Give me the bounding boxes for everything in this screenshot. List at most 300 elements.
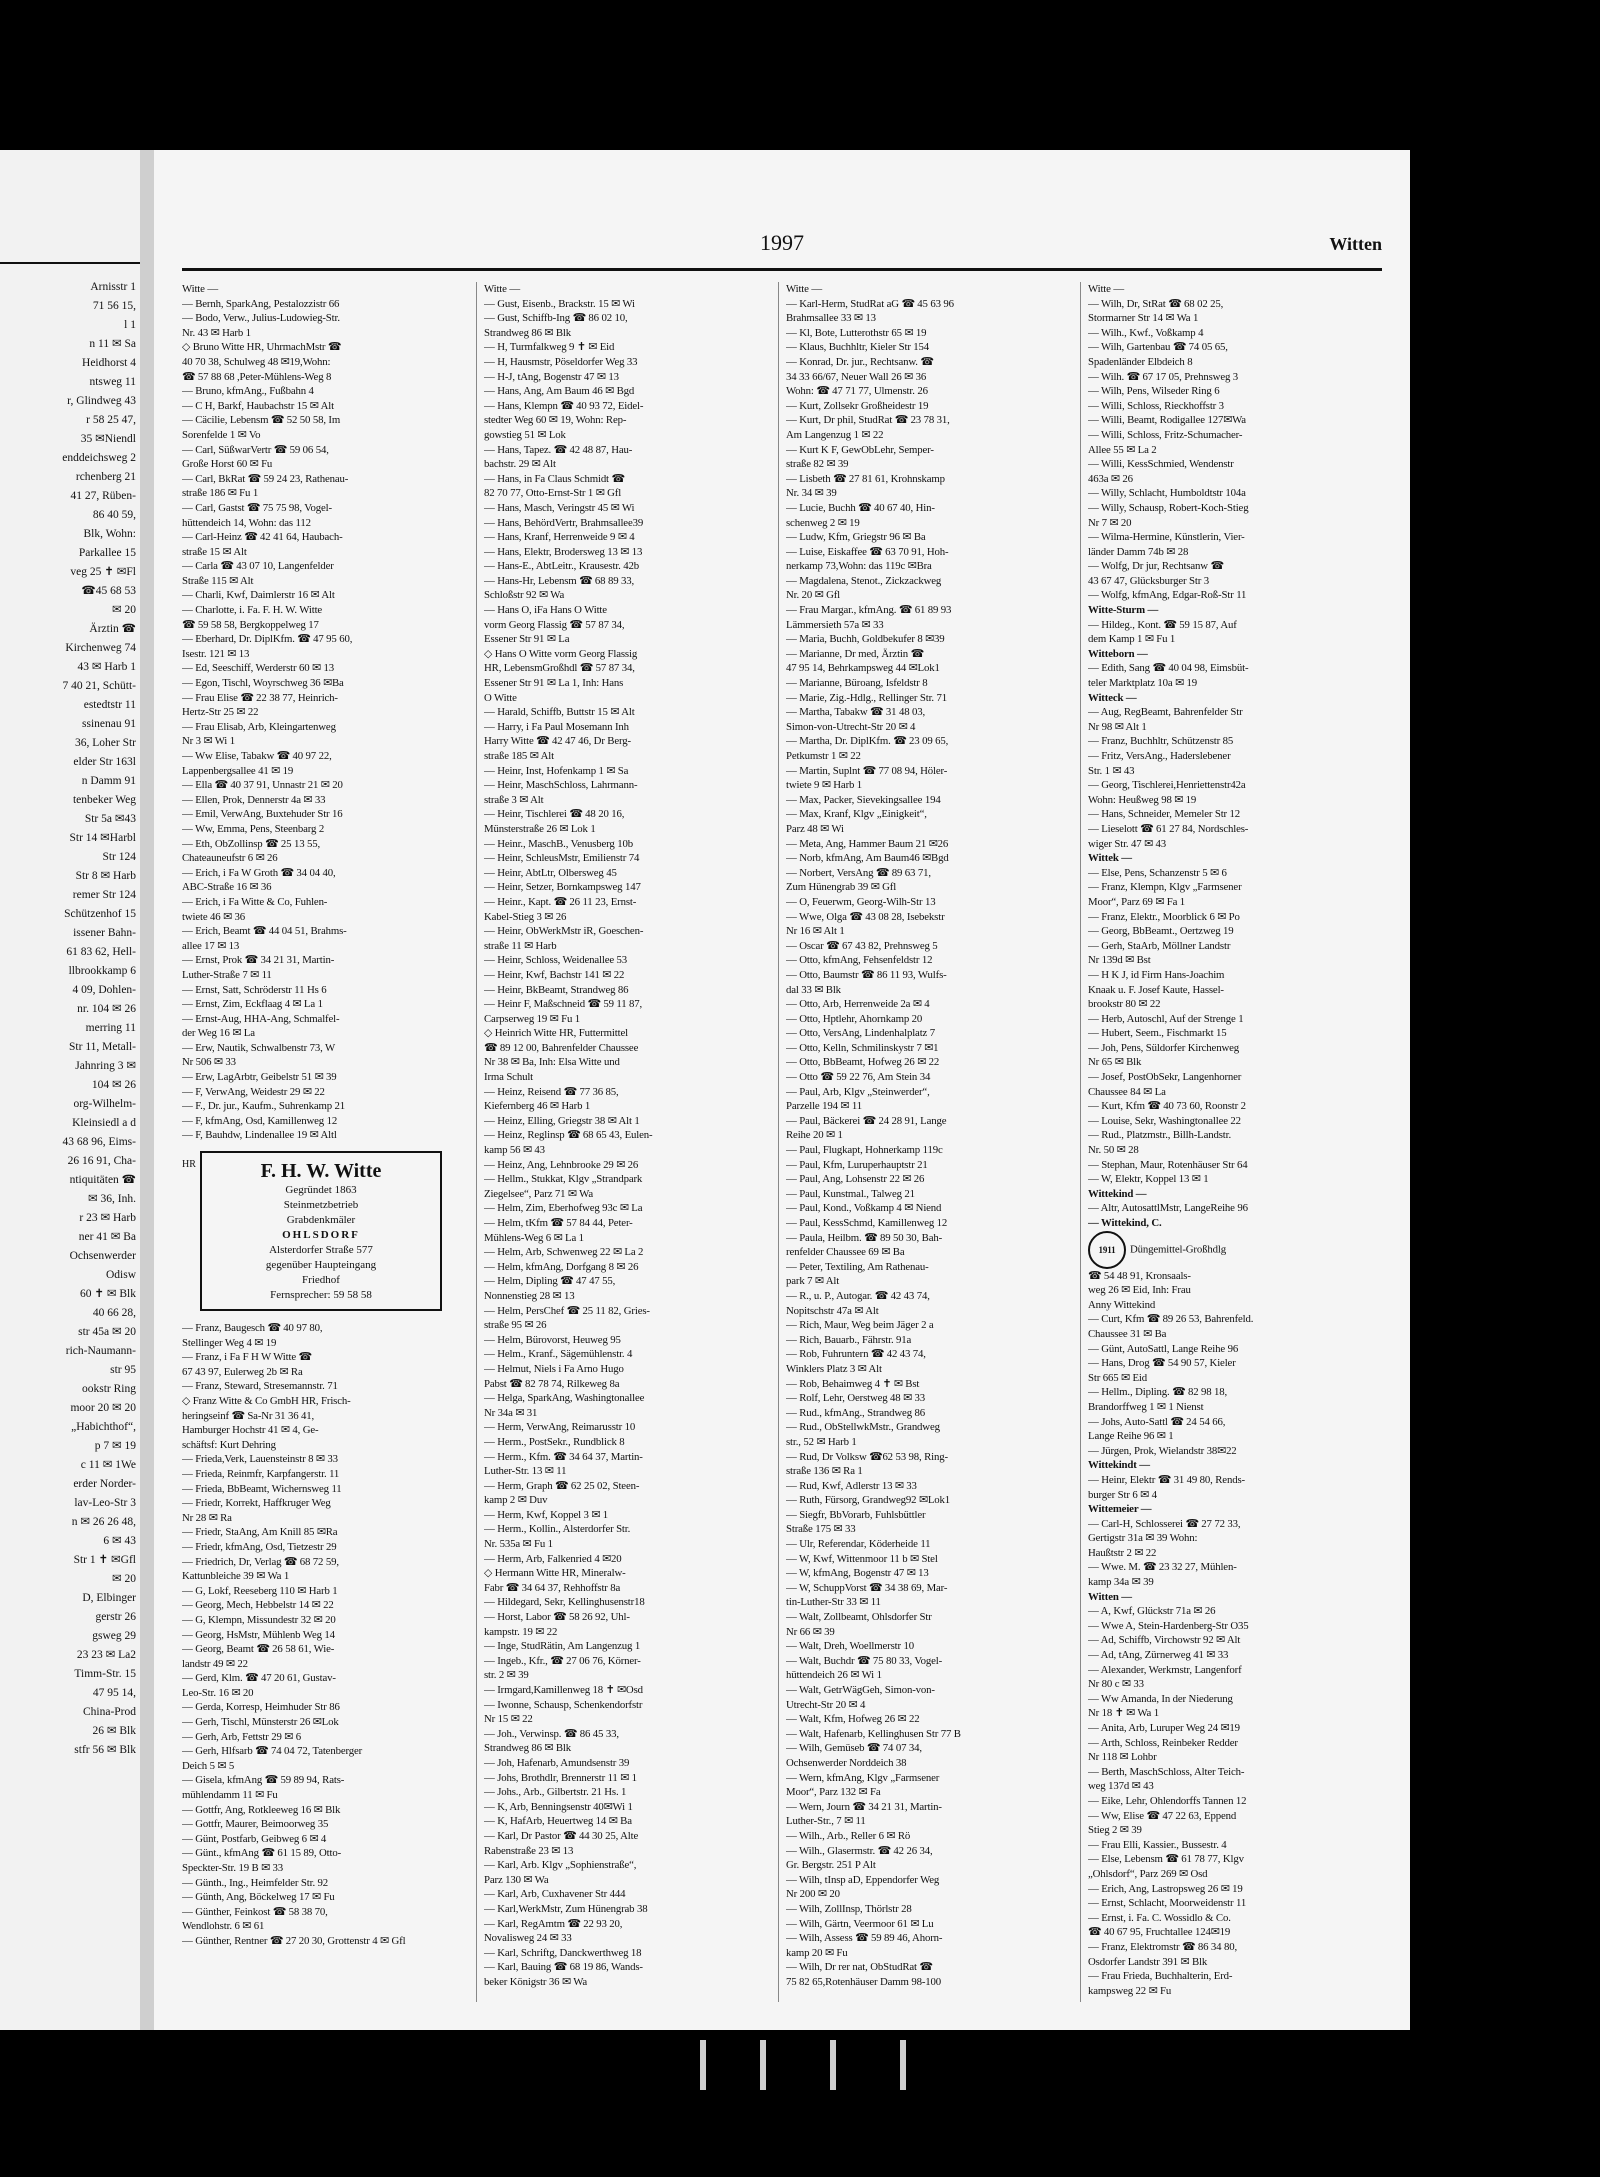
directory-entry: — Erich, Beamt ☎ 44 04 51, Brahms- — [182, 925, 347, 938]
header-rule — [182, 268, 1382, 271]
directory-entry: Stellinger Weg 4 ✉ 19 — [182, 1336, 277, 1349]
directory-entry: Rabenstraße 23 ✉ 13 — [484, 1844, 574, 1857]
left-page-line: 23 23 ✉ La2 — [76, 1649, 136, 1661]
directory-entry: — Josef, PostObSekr, Langenhorner — [1088, 1071, 1242, 1084]
directory-entry: — W, Elektr, Koppel 13 ✉ 1 — [1088, 1173, 1209, 1186]
directory-entry: Nr 3 ✉ Wi 1 — [182, 735, 235, 748]
directory-entry: Am Langenzug 1 ✉ 22 — [786, 428, 884, 441]
directory-entry: — Iwonne, Schausp, Schenkendorfstr — [484, 1698, 643, 1711]
directory-entry: Speckter-Str. 19 B ✉ 33 — [182, 1862, 284, 1874]
directory-entry: — Friedr, Korrekt, Haffkruger Weg — [182, 1497, 331, 1510]
directory-entry: Wohn: Heußweg 98 ✉ 19 — [1088, 793, 1197, 806]
directory-entry: heringseinf ☎ Sa-Nr 31 36 41, — [182, 1409, 315, 1422]
directory-entry: — F, kfmAng, Osd, Kamillenweg 12 — [182, 1114, 338, 1127]
directory-entry: — H-J, tAng, Bogenstr 47 ✉ 13 — [484, 370, 619, 383]
directory-entry: straße 15 ✉ Alt — [182, 545, 247, 558]
directory-entry: — Fritz, VersAng., Haderslebener — [1088, 750, 1231, 762]
directory-entry: Strandweg 86 ✉ Blk — [484, 326, 572, 339]
directory-entry: — Gottfr, Maurer, Beimoorweg 35 — [182, 1818, 329, 1831]
directory-entry: — Herm, Arb, Falkenried 4 ✉20 — [484, 1552, 622, 1565]
ad-address-line: Alsterdorfer Straße 577 — [269, 1244, 373, 1257]
directory-entry: — Gerh, Arb, Fettstr 29 ✉ 6 — [182, 1730, 301, 1743]
directory-entry: — Kurt, Zollsekr Großheidestr 19 — [786, 399, 929, 412]
directory-entry: — Gisela, kfmAng ☎ 59 89 94, Rats- — [182, 1774, 345, 1787]
directory-entry: — Wolfg, Dr jur, Rechtsanw ☎ — [1088, 560, 1224, 573]
directory-entry: Nr 80 c ✉ 33 — [1088, 1678, 1144, 1691]
left-page-line: Str 11, Metall- — [69, 1041, 136, 1053]
directory-entry: — Paul, Bäckerei ☎ 24 28 91, Lange — [786, 1114, 947, 1127]
directory-entry: — Emil, VerwAng, Buxtehuder Str 16 — [182, 808, 343, 821]
directory-entry: — Paul, Kond., Voßkamp 4 ✉ Niend — [786, 1202, 942, 1215]
directory-entry: — Friedrich, Dr, Verlag ☎ 68 72 59, — [182, 1555, 339, 1568]
directory-entry: Harry Witte ☎ 42 47 46, Dr Berg- — [484, 735, 631, 748]
directory-entry: schäftsf: Kurt Dehring — [182, 1438, 276, 1451]
directory-entry: — Otto, VersAng, Lindenhalplatz 7 — [786, 1027, 935, 1040]
left-page-line: ✉ 20 — [111, 604, 136, 616]
directory-entry: Brandorffweg 1 ✉ 1 Nienst — [1088, 1400, 1204, 1413]
directory-entry: kamp 2 ✉ Duv — [484, 1494, 548, 1507]
directory-entry: Nr. 50 ✉ 28 — [1088, 1144, 1139, 1157]
directory-entry: — Franz, i Fa F H W Witte ☎ — [182, 1351, 312, 1364]
directory-entry: — Rich, Bauarb., Fährstr. 91a — [786, 1333, 912, 1346]
directory-entry: — Kurt, Kfm ☎ 40 73 60, Roonstr 2 — [1088, 1100, 1246, 1113]
directory-entry: — Walt, Zollbeamt, Ohlsdorfer Str — [786, 1611, 932, 1624]
directory-entry: 67 43 97, Eulerweg 2b ✉ Ra — [182, 1365, 303, 1378]
left-page-line: tenbeker Weg — [72, 794, 136, 806]
directory-entry: — Frieda,Verk, Lauensteinstr 8 ✉ 33 — [182, 1453, 338, 1466]
directory-entry: Strandweg 86 ✉ Blk — [484, 1742, 572, 1755]
directory-entry: — Heinr., MaschB., Venusberg 10b — [484, 837, 633, 850]
left-page-column — [0, 278, 140, 1760]
directory-entry: — Hans O, iFa Hans O Witte — [484, 604, 607, 617]
directory-entry: Carpserweg 19 ✉ Fu 1 — [484, 1012, 581, 1025]
ad-address-line: Friedhof — [302, 1274, 340, 1287]
left-page-line: 7 40 21, Schütt- — [62, 680, 136, 692]
entry-group-heading: Wittekind — — [1088, 1187, 1147, 1200]
directory-entry: schenweg 2 ✉ 19 — [786, 516, 860, 529]
directory-entry: Nr 38 ✉ Ba, Inh: Elsa Witte und — [484, 1056, 620, 1069]
left-page-line: ✉ 36, Inh. — [88, 1193, 136, 1205]
left-page-line: Schützenhof 15 — [64, 908, 136, 920]
directory-entry: — Ww, Emma, Pens, Steenbarg 2 — [182, 822, 325, 835]
left-page-line: merring 11 — [85, 1022, 136, 1034]
directory-entry: Gertigstr 31a ✉ 39 Wohn: — [1088, 1532, 1198, 1545]
directory-entry: — Herm, Kwf, Koppel 3 ✉ 1 — [484, 1508, 609, 1521]
directory-entry: — Luise, Eiskaffee ☎ 63 70 91, Hoh- — [786, 545, 949, 558]
directory-entry: Stormarner Str 14 ✉ Wa 1 — [1088, 312, 1199, 325]
directory-entry: — Georg, HsMstr, Mühlenb Weg 14 — [182, 1628, 335, 1641]
entry-text: Düngemittel-Großhdlg — [1130, 1243, 1226, 1256]
directory-entry: — Ulr, Referendar, Köderheide 11 — [786, 1538, 931, 1551]
left-page-line: 43 68 96, Eims- — [62, 1136, 136, 1148]
firm-logo-icon: 1911 — [1088, 1231, 1126, 1269]
directory-entry: Novalisweg 24 ✉ 33 — [484, 1932, 572, 1945]
directory-entry: — Otto, Hptlehr, Ahornkamp 20 — [786, 1012, 923, 1025]
left-page-line: Odisw — [105, 1269, 136, 1281]
directory-entry: Essener Str 91 ✉ La — [484, 633, 570, 646]
directory-entry: — Hans, Ang, Am Baum 46 ✉ Bgd — [484, 385, 635, 398]
left-page-line: llbrookkamp 6 — [68, 965, 136, 977]
directory-entry: Schloßstr 92 ✉ Wa — [484, 589, 565, 602]
directory-entry: — Willi, Beamt, Rodigallee 127✉Wa — [1088, 414, 1246, 427]
directory-entry: Nr 118 ✉ Lohbr — [1088, 1751, 1157, 1764]
directory-entry: — Walt, Kfm, Hofweg 26 ✉ 22 — [786, 1713, 920, 1726]
left-page-line: ntiquitäten ☎ — [69, 1174, 136, 1186]
directory-entry: — Gerh, Hlfsarb ☎ 74 04 72, Tatenberger — [182, 1745, 363, 1758]
directory-entry: — Rud., ObStellwkMstr., Grandweg — [786, 1421, 940, 1434]
directory-entry: — Jürgen, Prok, Wielandstr 38✉22 — [1088, 1444, 1237, 1457]
column-heading: Witte — — [1088, 283, 1124, 295]
directory-entry: — Otto, Baumstr ☎ 86 11 93, Wulfs- — [786, 968, 947, 981]
directory-entry: Wendlohstr. 6 ✉ 61 — [182, 1920, 265, 1933]
directory-entry: kamp 56 ✉ 43 — [484, 1144, 545, 1157]
directory-entry: straße 82 ✉ 39 — [786, 458, 849, 471]
directory-entry: Münsterstraße 26 ✉ Lok 1 — [484, 822, 596, 835]
directory-entry: — Paul, KessSchmd, Kamillenweg 12 — [786, 1217, 948, 1229]
directory-entry: Winklers Platz 3 ✉ Alt — [786, 1362, 882, 1375]
directory-entry: tin-Luther-Str 33 ✉ 11 — [786, 1596, 881, 1609]
directory-entry: — Herm., PostSekr., Rundblick 8 — [484, 1435, 625, 1448]
directory-entry: — Heinr, SchleusMstr, Emilienstr 74 — [484, 852, 640, 865]
directory-entry: — Eth, ObZollinsp ☎ 25 13 55, — [182, 837, 321, 850]
directory-entry: Str 665 ✉ Eid — [1088, 1371, 1147, 1384]
directory-entry: — Irmgard,Kamillenweg 18 ✝ ✉Osd — [484, 1684, 643, 1696]
directory-entry: — Else, Lebensm ☎ 61 78 77, Klgv — [1088, 1853, 1244, 1866]
directory-entry: — Cäcilie, Lebensm ☎ 52 50 58, Im — [182, 414, 341, 427]
directory-entry: — Johs, Brothdlr, Brennerstr 11 ✉ 1 — [484, 1771, 637, 1784]
directory-entry: — Ella ☎ 40 37 91, Unnastr 21 ✉ 20 — [182, 779, 343, 792]
directory-entry: — Max, Packer, Sievekingsallee 194 — [786, 793, 941, 806]
directory-entry: Große Horst 60 ✉ Fu — [182, 458, 273, 471]
directory-entry: — Klaus, Buchhltr, Kieler Str 154 — [786, 341, 930, 354]
left-page-line: veg 25 ✝ ✉Fl — [70, 566, 136, 578]
directory-entry: Str. 1 ✉ 43 — [1088, 764, 1135, 777]
directory-entry: Luther-Straße 7 ✉ 11 — [182, 968, 272, 981]
directory-entry: — Helm, tKfm ☎ 57 84 44, Peter- — [484, 1217, 633, 1229]
directory-entry: — Günt., kfmAng ☎ 61 15 89, Otto- — [182, 1847, 342, 1860]
directory-entry: Stieg 2 ✉ 39 — [1088, 1824, 1142, 1837]
directory-entry: stedter Weg 60 ✉ 19, Wohn: Rep- — [484, 414, 627, 427]
directory-entry: — Ludw, Kfm, Griegstr 96 ✉ Ba — [786, 531, 926, 544]
directory-entry: — Franz, Klempn, Klgv „Farmsener — [1088, 881, 1242, 894]
directory-entry: — W, kfmAng, Bogenstr 47 ✉ 13 — [786, 1567, 929, 1580]
directory-entry: Kiefernberg 46 ✉ Harb 1 — [484, 1100, 591, 1113]
directory-entry: — Wern, kfmAng, Klgv „Farmsener — [786, 1771, 940, 1784]
directory-entry: — Martin, Suplnt ☎ 77 08 94, Höler- — [786, 764, 948, 777]
directory-entry: weg 137d ✉ 43 — [1088, 1780, 1154, 1793]
ad-line: Gegründet 1863 — [285, 1184, 357, 1197]
directory-entry: — Wilh, tInsp aD, Eppendorfer Weg — [786, 1873, 940, 1886]
directory-entry: — Ww Amanda, In der Niederung — [1088, 1692, 1233, 1705]
directory-entry: — Wilh. ☎ 67 17 05, Prehnsweg 3 — [1088, 370, 1239, 383]
directory-entry: — Günth, Ang, Böckelweg 17 ✉ Fu — [182, 1891, 335, 1904]
left-page-line: r 23 ✉ Harb — [79, 1212, 136, 1224]
directory-entry: — Ernst, Schlacht, Moorweidenstr 11 — [1088, 1897, 1247, 1910]
left-page-line: Str 5a ✉43 — [84, 813, 136, 825]
directory-entry: ☎ 89 12 00, Bahrenfelder Chaussee — [484, 1041, 639, 1054]
directory-entry: kamp 34a ✉ 39 — [1088, 1576, 1154, 1589]
directory-entry: — Heinr, Elektr ☎ 31 49 80, Rends- — [1088, 1473, 1245, 1486]
directory-entry: — K, Arb, Benningsenstr 40✉Wi 1 — [484, 1800, 633, 1813]
directory-entry: — Harald, Schiffb, Buttstr 15 ✉ Alt — [484, 706, 635, 719]
left-page-line: Str 8 ✉ Harb — [75, 870, 136, 882]
directory-entry: — Aug, RegBeamt, Bahrenfelder Str — [1088, 706, 1243, 719]
directory-entry: — Curt, Kfm ☎ 89 26 53, Bahrenfeld. — [1088, 1313, 1254, 1326]
directory-entry: — Max, Kranf, Klgv „Einigkeit“, — [786, 808, 927, 821]
left-page-rule — [0, 262, 140, 264]
directory-entry: — Johs, Auto-Sattl ☎ 24 54 66, — [1088, 1415, 1226, 1428]
directory-entry: Brahmsallee 33 ✉ 13 — [786, 312, 876, 325]
directory-entry: Chaussee 84 ✉ La — [1088, 1085, 1166, 1098]
left-page-line: ssinenau 91 — [82, 718, 136, 730]
directory-entry: — Johs., Arb., Gilbertstr. 21 Hs. 1 — [484, 1786, 627, 1799]
directory-entry: — Erich, i Fa Witte & Co, Fuhlen- — [182, 895, 328, 908]
directory-entry: ☎ 57 88 68 ,Peter-Mühlens-Weg 8 — [182, 370, 332, 383]
column-4 — [1088, 282, 1368, 1998]
directory-entry: — Hans, Tapez. ☎ 42 48 87, Hau- — [484, 443, 633, 456]
directory-entry: 43 67 47, Glücksburger Str 3 — [1088, 574, 1209, 587]
directory-entry: twiete 46 ✉ 36 — [182, 910, 246, 923]
left-page-line: c 11 ✉ 1We — [80, 1459, 136, 1471]
directory-entry: — Heinr, AbtLtr, Olbersweg 45 — [484, 866, 617, 879]
directory-entry: Nopitschstr 47a ✉ Alt — [786, 1304, 879, 1317]
directory-entry: ◇ Heinrich Witte HR, Futtermittel — [484, 1027, 628, 1040]
directory-entry: straße 3 ✉ Alt — [484, 793, 544, 806]
directory-entry: Deich 5 ✉ 5 — [182, 1759, 235, 1772]
directory-entry: hüttendeich 14, Wohn: das 112 — [182, 516, 311, 529]
directory-entry: 34 33 66/67, Neuer Wall 26 ✉ 36 — [786, 370, 927, 383]
directory-page — [154, 150, 1410, 2030]
directory-entry: burger Str 6 ✉ 4 — [1088, 1488, 1157, 1501]
left-page-line: Str 124 — [102, 851, 136, 863]
left-page-line: 26 ✉ Blk — [92, 1725, 136, 1737]
directory-entry: 40 70 38, Schulweg 48 ✉19,Wohn: — [182, 355, 331, 368]
directory-entry: ☎ 59 58 58, Bergkoppelweg 17 — [182, 618, 319, 631]
ad-address-line: gegenüber Haupteingang — [265, 1259, 377, 1272]
directory-entry: — Hans, in Fa Claus Schmidt ☎ — [484, 472, 625, 485]
directory-entry: Lämmersieth 57a ✉ 33 — [786, 618, 884, 631]
directory-entry: — Stephan, Maur, Rotenhäuser Str 64 — [1088, 1158, 1248, 1171]
directory-entry: beker Königstr 36 ✉ Wa — [484, 1975, 588, 1988]
directory-entry: twiete 9 ✉ Harb 1 — [786, 779, 863, 792]
directory-entry: straße 185 ✉ Alt — [484, 750, 554, 762]
left-page-line: Arnisstr 1 — [90, 281, 136, 293]
directory-entry: — Peter, Textiling, Am Rathenau- — [786, 1260, 929, 1273]
directory-entry: — Erw, LagArbtr, Geibelstr 51 ✉ 39 — [182, 1071, 337, 1084]
directory-entry: — Karl, Arb, Cuxhavener Str 444 — [484, 1888, 626, 1901]
directory-entry: — Ed, Seeschiff, Werderstr 60 ✉ 13 — [182, 662, 335, 675]
directory-entry: — Carl, BkRat ☎ 59 24 23, Rathenau- — [182, 472, 349, 485]
directory-entry: Nr. 34 ✉ 39 — [786, 487, 837, 500]
directory-entry: — Günther, Feinkost ☎ 58 38 70, — [182, 1905, 328, 1918]
entry-group-heading: Wittekindt — — [1088, 1459, 1150, 1472]
directory-entry: — Walt, Buchdr ☎ 75 80 33, Vogel- — [786, 1654, 943, 1667]
left-page-line: Str 14 ✉Harbl — [69, 832, 136, 844]
directory-entry: — Hans, Klempn ☎ 40 93 72, Eidel- — [484, 399, 644, 412]
directory-entry: — Georg, Beamt ☎ 26 58 61, Wie- — [182, 1643, 335, 1656]
directory-entry: Kabel-Stieg 3 ✉ 26 — [484, 910, 567, 923]
directory-entry: hüttendeich 26 ✉ Wi 1 — [786, 1669, 882, 1682]
left-facing-page — [0, 150, 140, 2030]
directory-entry: — Hans, Kranf, Herrenweide 9 ✉ 4 — [484, 531, 635, 544]
directory-entry: — Gerh, Tischl, Münsterstr 26 ✉Lok — [182, 1716, 339, 1729]
left-page-line: ner 41 ✉ Ba — [78, 1231, 136, 1243]
directory-entry: Nr 139d ✉ Bst — [1088, 954, 1151, 967]
left-page-line: p 7 ✉ 19 — [94, 1440, 136, 1452]
directory-entry: — Ernst, i. Fa. C. Wossidlo & Co. — [1088, 1911, 1231, 1924]
directory-entry: — Wwe. M. ☎ 23 32 27, Mühlen- — [1088, 1561, 1237, 1574]
directory-entry: ◇ Bruno Witte HR, UhrmachMstr ☎ — [182, 341, 342, 354]
directory-entry: Moor“, Parz 132 ✉ Fa — [786, 1786, 881, 1799]
left-page-line: Blk, Wohn: — [83, 528, 136, 540]
directory-entry: — Louise, Sekr, Washingtonallee 22 — [1088, 1114, 1241, 1127]
directory-entry: — H K J, id Firm Hans-Joachim — [1088, 968, 1225, 981]
directory-entry: — Paul, Arb, Klgv „Steinwerder“, — [786, 1085, 930, 1098]
left-page-line: D, Elbinger — [82, 1592, 136, 1604]
directory-entry: straße 11 ✉ Harb — [484, 939, 557, 952]
directory-entry: — G, Lokf, Reeseberg 110 ✉ Harb 1 — [182, 1584, 338, 1597]
directory-entry: — Bernh, SparkAng, Pestalozzistr 66 — [182, 297, 340, 310]
directory-entry: Nr 28 ✉ Ra — [182, 1511, 232, 1524]
entry-group-heading: Witteborn — — [1088, 647, 1148, 660]
left-page-line: rich-Naumann- — [65, 1345, 136, 1357]
directory-entry: Nr 506 ✉ 33 — [182, 1056, 236, 1069]
directory-entry: — Rich, Maur, Weg beim Jäger 2 a — [786, 1319, 934, 1332]
directory-entry: — O, Feuerwm, Georg-Wilh-Str 13 — [786, 895, 936, 908]
directory-entry: — Hans, BehördVertr, Brahmsallee39 — [484, 516, 644, 529]
directory-entry: Zum Hünengrab 39 ✉ Gfl — [786, 881, 897, 894]
directory-entry: — Siegfr, BbVorarb, Fuhlsbüttler — [786, 1508, 926, 1521]
directory-entry: Chaussee 31 ✉ Ba — [1088, 1327, 1167, 1340]
directory-entry: bachstr. 29 ✉ Alt — [484, 458, 556, 471]
left-page-line: „Habichthof“, — [71, 1421, 136, 1433]
directory-entry: — Heinr, Setzer, Bornkampsweg 147 — [484, 881, 641, 894]
left-page-line: 26 16 91, Cha- — [67, 1155, 136, 1167]
directory-entry: ☎ 54 48 91, Kronsaals- — [1088, 1269, 1191, 1282]
directory-entry: — Helm, PersChef ☎ 25 11 82, Gries- — [484, 1304, 650, 1317]
directory-entry: — A, Kwf, Glückstr 71a ✉ 26 — [1088, 1605, 1216, 1618]
directory-entry: Petkumstr 1 ✉ 22 — [786, 750, 861, 762]
directory-entry: — Inge, StudRätin, Am Langenzug 1 — [484, 1640, 641, 1653]
directory-entry: — H, Turmfalkweg 9 ✝ ✉ Eid — [484, 341, 615, 354]
directory-entry: Fabr ☎ 34 64 37, Rehhoffstr 8a — [484, 1581, 621, 1594]
directory-entry: — Joh., Verwinsp. ☎ 86 45 33, — [484, 1727, 619, 1740]
directory-entry: — Otto, kfmAng, Fehsenfeldstr 12 — [786, 954, 933, 967]
directory-entry: Leo-Str. 16 ✉ 20 — [182, 1686, 254, 1699]
directory-entry: Nr 18 ✝ ✉ Wa 1 — [1088, 1707, 1160, 1720]
directory-entry: — Horst, Labor ☎ 58 26 92, Uhl- — [484, 1611, 630, 1624]
directory-entry: kampstr. 19 ✉ 22 — [484, 1625, 558, 1638]
left-page-line: rchenberg 21 — [75, 471, 136, 483]
directory-entry: — Wilh., Glasermstr. ☎ 42 26 34, — [786, 1844, 933, 1857]
left-page-line: nr. 104 ✉ 26 — [77, 1003, 136, 1015]
ad-line: Grabdenkmäler — [286, 1214, 356, 1227]
directory-entry: — Rob, Fuhruntern ☎ 42 43 74, — [786, 1348, 926, 1361]
column-divider — [1080, 282, 1081, 2002]
directory-entry: — Franz, Elektr., Moorblick 6 ✉ Po — [1088, 910, 1240, 923]
directory-entry: — Wilh, Pens, Wilseder Ring 6 — [1088, 385, 1220, 398]
directory-entry: — F, VerwAng, Weidestr 29 ✉ 22 — [182, 1085, 325, 1098]
directory-entry: mühlendamm 11 ✉ Fu — [182, 1789, 278, 1802]
directory-entry: — Hildeg., Kont. ☎ 59 15 87, Auf — [1088, 618, 1237, 631]
directory-entry: — Heinr., Kapt. ☎ 26 11 23, Ernst- — [484, 895, 637, 908]
directory-entry: — Helm, Bürovorst, Heuweg 95 — [484, 1333, 621, 1346]
directory-entry: — Wilh., Arb., Reller 6 ✉ Rö — [786, 1829, 911, 1842]
directory-entry: — Willi, Schloss, Fritz-Schumacher- — [1088, 428, 1243, 441]
column-heading: Witte — — [484, 283, 520, 295]
directory-entry: — Ruth, Fürsorg, Grandweg92 ✉Lok1 — [786, 1494, 951, 1507]
directory-entry: — Willi, Schloss, Rieckhoffstr 3 — [1088, 399, 1224, 412]
directory-entry: str., 52 ✉ Harb 1 — [786, 1435, 857, 1448]
directory-entry: — F, Bauhdw, Lindenallee 19 ✉ Altl — [182, 1129, 337, 1142]
directory-entry: — Joh, Pens, Süldorfer Kirchenweg — [1088, 1041, 1239, 1054]
directory-entry: — Heinr, Schloss, Weidenallee 53 — [484, 954, 628, 967]
directory-entry: ◇ Hermann Witte HR, Mineralw- — [484, 1567, 626, 1580]
directory-entry: — Heinr, BkBeamt, Strandweg 86 — [484, 983, 629, 996]
directory-entry: — Wittekind, C. — [1088, 1217, 1162, 1229]
directory-entry: — Egon, Tischl, Woyrschweg 36 ✉Ba — [182, 677, 344, 690]
directory-entry: — Frieda, Reinmfr, Karpfangerstr. 11 — [182, 1467, 340, 1480]
directory-entry: — Hans, Drog ☎ 54 90 57, Kieler — [1088, 1357, 1236, 1370]
directory-entry: — Gerda, Korresp, Heimhuder Str 86 — [182, 1701, 340, 1714]
left-page-line: ntsweg 11 — [89, 376, 136, 388]
directory-entry: — Wilh, Dr rer nat, ObStudRat ☎ — [786, 1961, 933, 1974]
directory-entry: — Günther, Rentner ☎ 27 20 30, Grottenstr 4 ✉ Gfl — [182, 1934, 406, 1947]
column-1 — [182, 282, 462, 1949]
directory-entry: — Oscar ☎ 67 43 82, Prehnsweg 5 — [786, 939, 938, 952]
directory-entry: Gr. Bergstr. 251 P Alt — [786, 1859, 876, 1872]
directory-entry: — F., Dr. jur., Kaufm., Suhrenkamp 21 — [182, 1100, 346, 1113]
directory-entry: allee 17 ✉ 13 — [182, 939, 240, 952]
directory-entry: renfelder Chaussee 69 ✉ Ba — [786, 1246, 905, 1259]
directory-entry: — Karl, Schriftg, Danckwerthweg 18 — [484, 1946, 642, 1959]
directory-entry: — Carl-Heinz ☎ 42 41 64, Haubach- — [182, 531, 343, 544]
left-page-line: estedtstr 11 — [83, 699, 136, 711]
directory-entry: Straße 115 ✉ Alt — [182, 574, 254, 587]
film-edge-marks — [0, 2040, 1600, 2100]
directory-entry: — Gerd, Klm. ☎ 47 20 61, Gustav- — [182, 1672, 336, 1685]
directory-entry: — Heinr, Kwf, Bachstr 141 ✉ 22 — [484, 968, 625, 981]
directory-entry: nerkamp 73,Wohn: das 119c ✉Bra — [786, 560, 932, 573]
left-page-line: 41 27, Rüben- — [70, 490, 136, 502]
directory-entry: — Heinr, ObWerkMstr iR, Goeschen- — [484, 925, 644, 938]
directory-entry: — Carl, SüßwarVertr ☎ 59 06 54, — [182, 443, 329, 456]
left-page-line: stfr 56 ✉ Blk — [74, 1744, 136, 1756]
directory-entry: wiger Str. 47 ✉ 43 — [1088, 837, 1167, 850]
directory-entry: — Paul, Kunstmal., Talweg 21 — [786, 1187, 915, 1200]
directory-entry: — Erw, Nautik, Schwalbenstr 73, W — [182, 1041, 336, 1054]
directory-entry: Nr. 535a ✉ Fu 1 — [484, 1538, 553, 1551]
directory-entry: — Carl-H, Schlosserei ☎ 27 72 33, — [1088, 1517, 1241, 1530]
directory-entry: — K, HafArb, Heuertweg 14 ✉ Ba — [484, 1815, 632, 1828]
ad-firm-name: F. H. W. Witte — [260, 1160, 382, 1183]
directory-entry: — Kurt K F, GewObLehr, Semper- — [786, 443, 934, 456]
page-number: 1997 — [760, 230, 804, 255]
directory-entry: — Helm, Arb, Schwenweg 22 ✉ La 2 — [484, 1246, 644, 1259]
directory-entry: — Walt, GetrWägGeh, Simon-von- — [786, 1684, 935, 1696]
directory-entry: — Helm, Dipling ☎ 47 47 55, — [484, 1275, 616, 1288]
directory-entry: Lange Reihe 96 ✉ 1 — [1088, 1430, 1174, 1443]
directory-entry: Nr 34a ✉ 31 — [484, 1406, 538, 1419]
directory-entry: — Wilh, Gärtn, Veermoor 61 ✉ Lu — [786, 1917, 934, 1930]
left-page-line: str 95 — [110, 1364, 136, 1376]
directory-entry: — Heinz, Ang, Lehnbrooke 29 ✉ 26 — [484, 1158, 639, 1171]
directory-entry: — Altr, AutosattlMstr, LangeReihe 96 — [1088, 1202, 1248, 1215]
directory-entry: — Günt, Postfarb, Geibweg 6 ✉ 4 — [182, 1832, 327, 1845]
directory-entry: — Paul, Kfm, Luruperhauptstr 21 — [786, 1158, 928, 1171]
directory-entry: — Karl, Dr Pastor ☎ 44 30 25, Alte — [484, 1829, 639, 1842]
directory-entry: — Carl, Gastst ☎ 75 75 98, Vogel- — [182, 501, 332, 514]
